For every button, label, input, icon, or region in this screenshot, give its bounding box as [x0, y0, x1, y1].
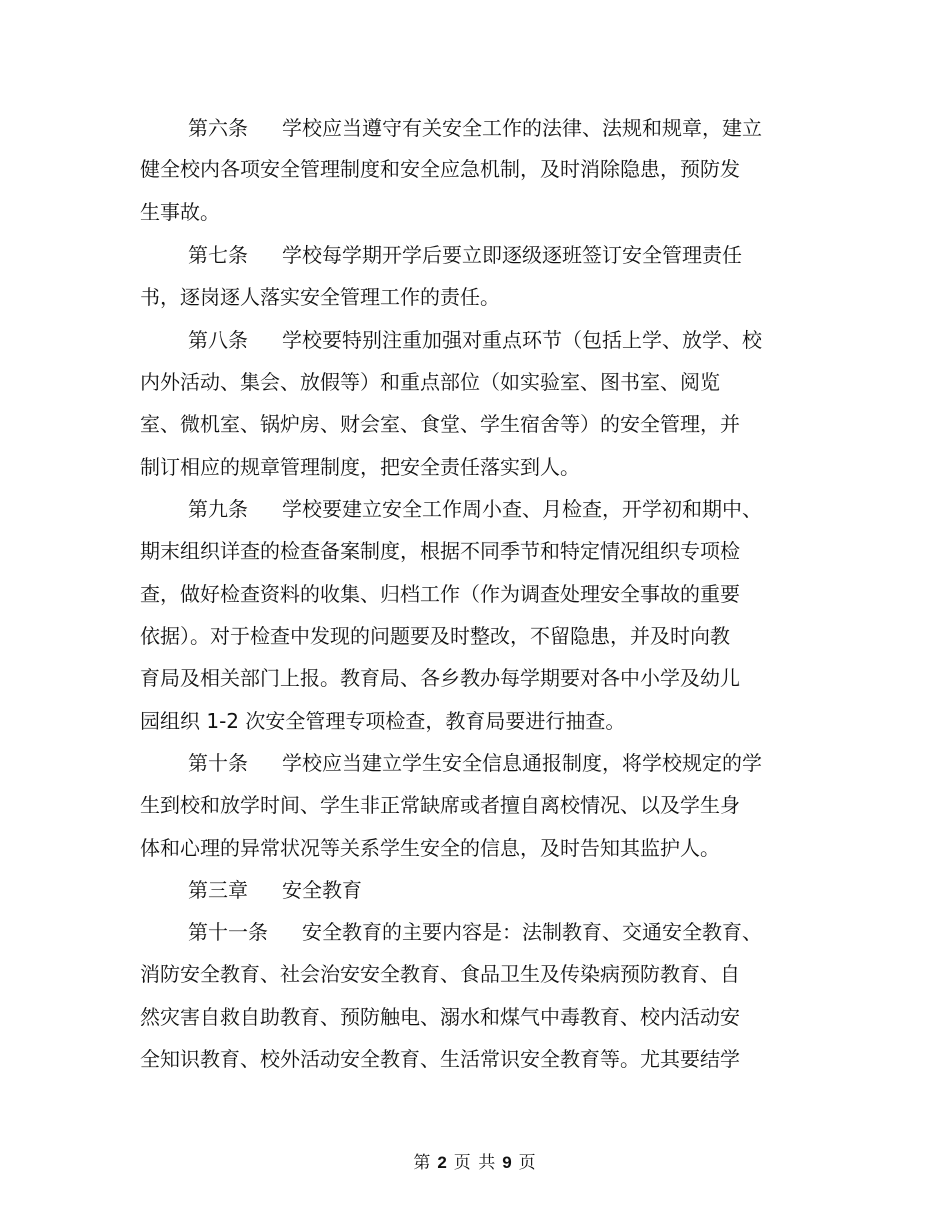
chapter-label: 第三章 [188, 878, 248, 902]
article-8-line-3: 室、微机室、锅炉房、财会室、食堂、学生宿舍等）的安全管理，并 [140, 412, 740, 436]
article-9-line-5: 育局及相关部门上报。教育局、各乡教办每学期要对各中小学及幼儿 [140, 666, 740, 690]
article-label: 第六条 [188, 116, 248, 140]
article-6-line-2: 健全校内各项安全管理制度和安全应急机制，及时消除隐患，预防发 [140, 157, 740, 181]
total-page-number: 9 [502, 1153, 513, 1172]
article-11-line-4: 全知识教育、校外活动安全教育、生活常识安全教育等。尤其要结学 [140, 1047, 740, 1071]
article-9-line-4: 依据）。对于检查中发现的问题要及时整改，不留隐患，并及时向教 [140, 624, 730, 648]
chapter-title: 安全教育 [282, 878, 362, 902]
article-11-line-1 [0, 920, 950, 944]
article-8-line-1 [0, 328, 950, 352]
article-label: 第十条 [188, 751, 248, 775]
article-text: 学校应当遵守有关安全工作的法律、法规和规章，建立 [282, 116, 762, 140]
footer-prefix: 第 [413, 1153, 432, 1173]
article-11-line-3: 然灾害自救自助教育、预防触电、溺水和煤气中毒教育、校内活动安 [140, 1005, 740, 1029]
article-label: 第十一条 [188, 920, 268, 944]
footer-suffix: 页 [518, 1153, 537, 1173]
article-6-line-1 [0, 116, 950, 140]
article-10-line-3: 体和心理的异常状况等关系学生安全的信息，及时告知其监护人。 [140, 836, 720, 860]
article-text: 安全教育的主要内容是：法制教育、交通安全教育、 [302, 920, 762, 944]
article-6-line-3: 生事故。 [140, 200, 220, 224]
page-footer [0, 1152, 950, 1174]
article-text: 学校应当建立学生安全信息通报制度，将学校规定的学 [282, 751, 762, 775]
chapter-3-heading [0, 878, 950, 902]
article-9-line-2: 期末组织详查的检查备案制度，根据不同季节和特定情况组织专项检 [140, 539, 740, 563]
article-9-line-6: 园组织 1-2 次安全管理专项检查，教育局要进行抽查。 [140, 709, 626, 733]
footer-middle: 页 共 [453, 1153, 497, 1173]
article-label: 第九条 [188, 497, 248, 521]
article-9-line-3: 查，做好检查资料的收集、归档工作（作为调查处理安全事故的重要 [140, 582, 740, 606]
article-7-line-1 [0, 243, 950, 267]
article-10-line-2: 生到校和放学时间、学生非正常缺席或者擅自离校情况、以及学生身 [140, 793, 740, 817]
article-text: 学校每学期开学后要立即逐级逐班签订安全管理责任 [282, 243, 742, 267]
article-9-line-1 [0, 497, 950, 521]
article-label: 第七条 [188, 243, 248, 267]
article-8-line-2: 内外活动、集会、放假等）和重点部位（如实验室、图书室、阅览 [140, 370, 720, 394]
article-10-line-1 [0, 751, 950, 775]
current-page-number: 2 [437, 1153, 448, 1172]
article-text: 学校要特别注重加强对重点环节（包括上学、放学、校 [282, 328, 762, 352]
article-11-line-2: 消防安全教育、社会治安安全教育、食品卫生及传染病预防教育、自 [140, 962, 740, 986]
article-8-line-4: 制订相应的规章管理制度，把安全责任落实到人。 [140, 455, 580, 479]
article-label: 第八条 [188, 328, 248, 352]
article-7-line-2: 书，逐岗逐人落实安全管理工作的责任。 [140, 285, 500, 309]
article-text: 学校要建立安全工作周小查、月检查，开学初和期中、 [282, 497, 762, 521]
